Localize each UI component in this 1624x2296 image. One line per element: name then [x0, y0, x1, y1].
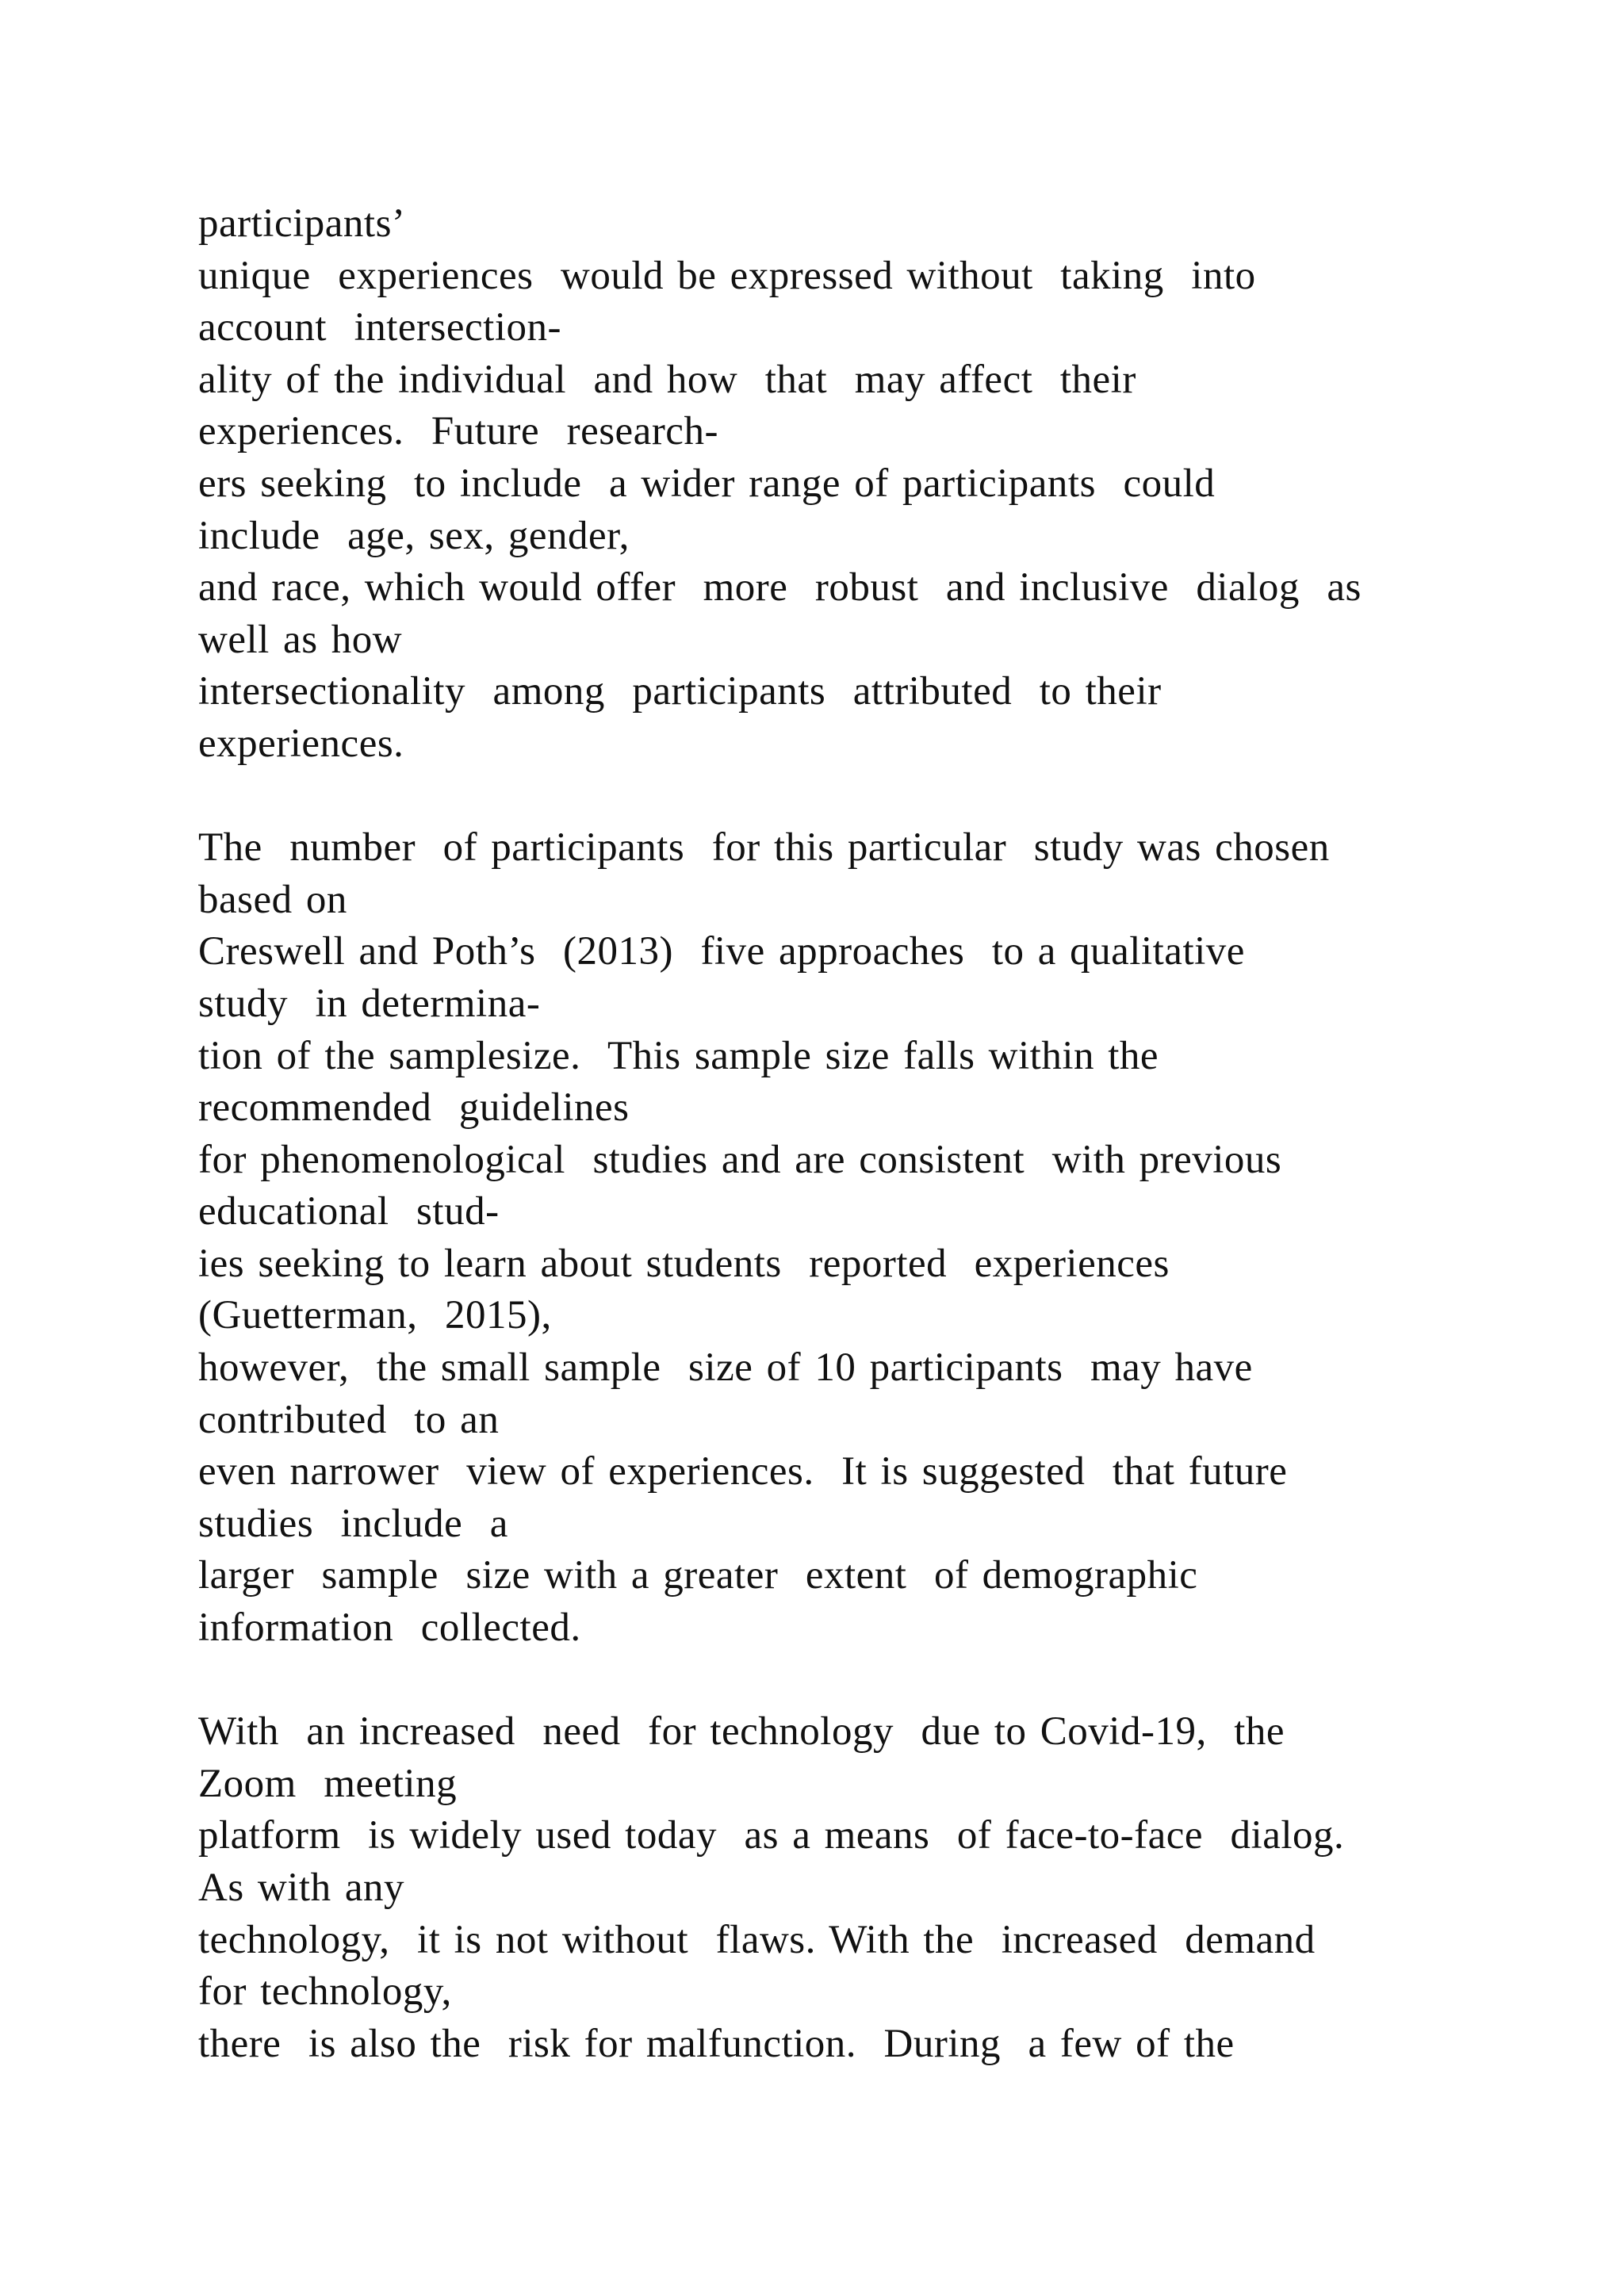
text-line: educational stud-	[198, 1189, 500, 1234]
text-line: As with any	[198, 1866, 404, 1910]
text-line: larger sample size with a greater extent of demographic	[198, 1553, 1198, 1598]
text-line: experiences.	[198, 721, 404, 766]
text-line: technology, it is not without flaws. With the increased demand	[198, 1917, 1316, 1962]
text-line: The number of participants for this particular study was chosen	[198, 825, 1330, 871]
text-line: recommended guidelines	[198, 1085, 630, 1131]
text-line: experiences. Future research-	[198, 409, 718, 454]
text-line: ers seeking to include a wider range of participants could	[198, 461, 1216, 506]
paragraph-gap	[198, 1655, 1483, 1707]
document-body	[198, 198, 1483, 2070]
text-line: unique experiences would be expressed without taking into	[198, 253, 1256, 298]
text-line: ality of the individual and how that may affect their	[198, 357, 1136, 402]
text-line: ies seeking to learn about students reported experiences	[198, 1241, 1170, 1286]
text-line: even narrower view of experiences. It is suggested that future	[198, 1449, 1288, 1494]
text-line: contributed to an	[198, 1397, 500, 1442]
paragraph	[198, 198, 1483, 771]
text-line: information collected.	[198, 1605, 581, 1651]
text-line: however, the small sample size of 10 participants may have	[198, 1345, 1253, 1391]
text-line: study in determina-	[198, 981, 541, 1026]
text-line: Zoom meeting	[198, 1761, 458, 1806]
text-line: and race, which would offer more robust and inclusive dialog as	[198, 565, 1362, 610]
text-line: participants’	[198, 201, 406, 246]
text-line: for phenomenological studies and are consistent with previous	[198, 1137, 1282, 1182]
paragraph-gap	[198, 771, 1483, 823]
text-line: tion of the samplesize. This sample size falls within the	[198, 1033, 1159, 1078]
text-line: intersectionality among participants attributed to their	[198, 669, 1162, 714]
text-line: based on	[198, 877, 347, 922]
paragraph	[198, 822, 1483, 1655]
text-line: (Guetterman, 2015),	[198, 1293, 552, 1338]
text-line: there is also the risk for malfunction. During a few of the	[198, 2021, 1235, 2066]
text-line: Creswell and Poth’s (2013) five approaches to a qualitative	[198, 929, 1245, 974]
text-line: include age, sex, gender,	[198, 513, 630, 558]
paragraph	[198, 1706, 1483, 2070]
text-line: for technology,	[198, 1969, 452, 2015]
text-line: account intersection-	[198, 305, 561, 350]
text-line: well as how	[198, 617, 403, 662]
text-line: studies include a	[198, 1501, 508, 1546]
text-line: With an increased need for technology due to Covid-19, the	[198, 1709, 1285, 1755]
text-line: platform is widely used today as a means of face-to-face dialog.	[198, 1813, 1345, 1858]
